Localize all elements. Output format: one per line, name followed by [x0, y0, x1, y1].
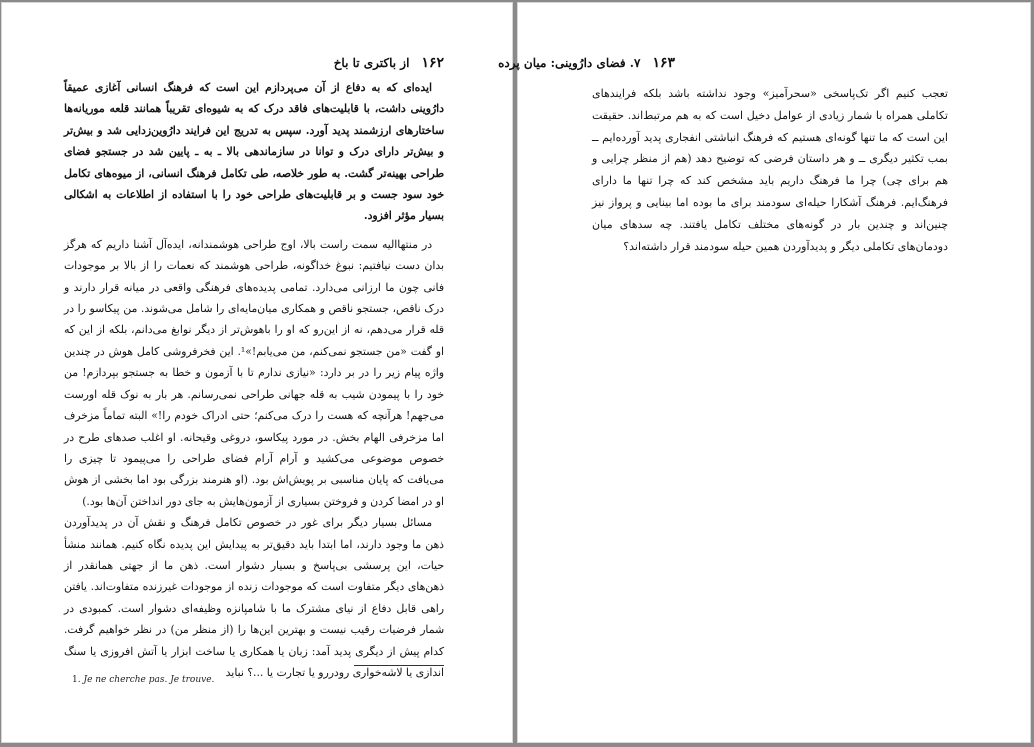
footnote	[72, 675, 214, 685]
footnote-marker: 1.	[72, 675, 81, 685]
right-page-body	[592, 83, 948, 257]
right-page	[498, 2, 1031, 743]
page-number: ۱۶۲	[421, 55, 444, 71]
left-page	[1, 2, 513, 743]
running-title: از باکتری تا باخ	[333, 56, 410, 70]
running-title: ۷. فضای دارُوینی: میان پرده	[498, 56, 641, 70]
footnote-rule	[354, 665, 444, 666]
left-page-body	[64, 77, 444, 683]
chapter-intro-paragraph: ایده‌ای که به دفاع از آن می‌پردازم این است که فرهنگ انسانی آغازی عمیقاً دارُوینی داشت، با قابلیت‌های فاقد درک که به شیوه‌ای تقریباً همانند قلعه موریانه‌ها ساختارهای ارزشمند پدید آورد. سپس به تدریج این فرایند دارُوین‌زدایی شد و بیش‌تر و بیش‌تر دارای درک و توانا در سازماندهی بالا ـ به ـ پایین شد در جستجو فضای طراحی بهینه‌تر گشت. به طور خلاصه، طی تکامل فرهنگ انسانی، از میوه‌های تکامل خود سود جست و بر قابلیت‌های طراحی خود را با استفاده از اطلاعات به اشکالی بسیار مؤثر افزود.	[64, 81, 444, 223]
left-page-header	[334, 55, 444, 71]
page-number: ۱۶۳	[652, 55, 675, 71]
footnote-text: Je ne cherche pas. Je trouve.	[83, 675, 215, 685]
body-paragraph: در منتهاالیه سمت راست بالا، اوج طراحی هوشمندانه، ایده‌آل آشنا داریم که هرگز بدان دست نیافتیم: نبوغ خداگونه، طراحی هوشمند که نعمات را از بالا بر موجودات فانی چون ما ارزانی می‌دارد. تمامی پدیده‌های فرهنگی واقعی در میانه قرار دارند و درک ناقص، جستجو ناقص و همکاری میان‌مایه‌ای را شامل می‌شوند. من پیکاسو را در قله قرار می‌دهم، نه از این‌رو که او را باهوش‌تر از دیگر نوابغ می‌دانم، بلکه از این که او گفت «من جستجو نمی‌کنم، من می‌یابم!»¹. این فخرفروشی کامل هوش در چندین واژه پیام زیر را در بر دارد: «نیازی ندارم تا با آزمون و خطا به جستجو بپردازم! من خود را با پیمودن شیب به قله جهانی طراحی نمی‌رسانم. هر بار به نوک قله اورست می‌جهم! هرآنچه که هست را درک می‌کنم؛ حتی ادراک خودم را!» البته تماماً مزخرف اما مزخرفی الهام بخش. در مورد پیکاسو، دروغی وقیحانه. او اغلب صدهای طرح در خصوص موضوعی می‌کشید و آرام آرام فضای طراحی را می‌پیمود تا چیزی را می‌یافت که پایان مناسبی بر پویش‌اش بود. (او هنرمند بزرگی بود اما بخشی از هوش او در امضا کردن و فروختن بسیاری از آزمون‌هایش به جای دور انداختن آن‌ها بود.)	[64, 237, 444, 508]
right-page-header	[498, 55, 675, 71]
body-paragraph: تعجب کنیم اگر تک‌پاسخی «سحرآمیز» وجود نداشته باشد بلکه فرایندهای تکاملی همراه با شمار زیادی از عوامل دخیل است که به هم مرتبط‌اند. حقیقت این است که ما تنها گونه‌ای هستیم که فرهنگ انباشتی انفجاری پدید آورده‌ایم ــ بمب تکثیر دیگری ــ و هر داستان فرضی که توضیح دهد (هم از منظر چرایی و هم برای چی) چرا ما فرهنگ داریم باید مشخص کند که چرا تنها ما دارای فرهنگ‌ایم. فرهنگ آشکارا حیله‌ای سودمند برای ما بوده اما بینایی و پرواز نیز چنین‌اند و چندین بار در گونه‌های مختلف تکامل یافتند. چه سدهای میان دودمان‌های تکاملی دیگر و پدیدآوردن همین حیله سودمند قرار داشته‌اند؟	[592, 87, 948, 253]
body-paragraph: مسائل بسیار دیگر برای غور در خصوص تکامل فرهنگ و نقش آن در پدیدآوردن ذهن ما وجود دارند، اما ابتدا باید دقیق‌تر به پیدایش این پدیده نگاه کنیم. همانند منشأ حیات، این پرسشی بی‌پاسخ و بسیار دشوار است. ذهن ما از جهتی همانقدر از ذهن‌های دیگر متفاوت است که موجودات زنده از موجودات غیرزنده متفاوت‌اند. یافتن راهی قابل دفاع از نیای مشترک ما با شامپانزه وظیفه‌ای دشوار است. کمبودی در شمار فرضیات رقیب نیست و بهترین این‌ها را (از منظر من) در نظر خواهیم گرفت. کدام پیش از دیگری پدید آمد: زبان یا همکاری یا ساخت ابزار یا آتش افروزی یا سنگ اندازی یا لاشه‌خواری رودررو یا تجارت یا ...؟ نباید	[64, 516, 444, 679]
